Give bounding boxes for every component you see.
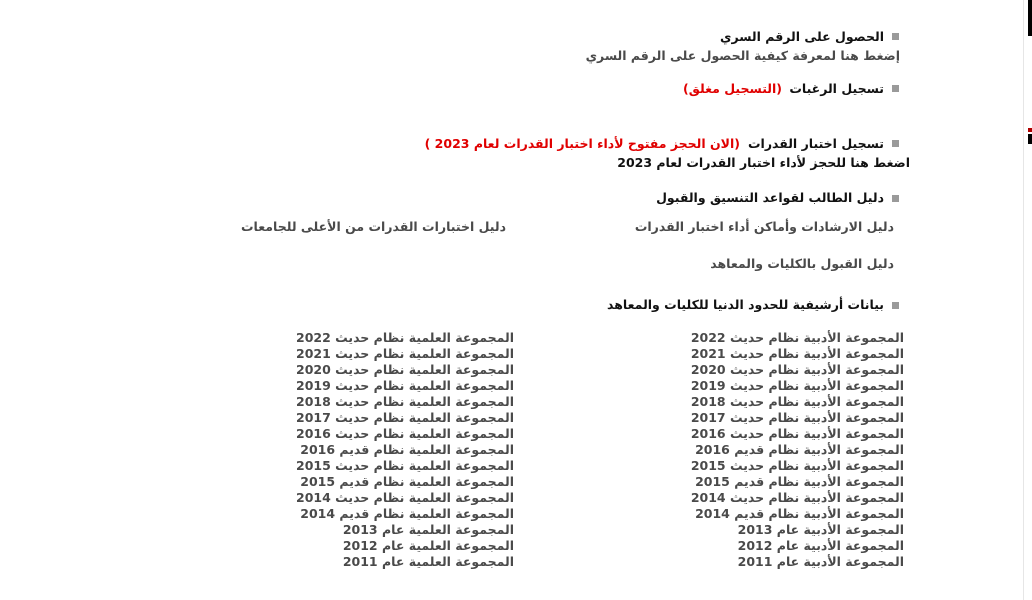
list-item[interactable]: المجموعة العلمية نظام قديم 2016 <box>300 442 514 457</box>
list-item[interactable]: المجموعة الأدبية نظام حديث 2018 <box>690 394 904 409</box>
literary-archive-list <box>691 330 904 570</box>
square-bullet-icon <box>892 33 899 40</box>
archive-section-title: بيانات أرشيفية للحدود الدنيا للكليات والمعاهد <box>607 297 884 312</box>
list-item[interactable]: المجموعة العلمية عام 2013 <box>342 522 514 537</box>
list-item[interactable]: المجموعة الأدبية نظام قديم 2016 <box>695 442 904 457</box>
list-item[interactable]: المجموعة العلمية نظام قديم 2015 <box>300 474 514 489</box>
list-item[interactable]: المجموعة العلمية نظام حديث 2018 <box>296 394 514 409</box>
list-item[interactable]: المجموعة الأدبية نظام حديث 2022 <box>690 330 904 345</box>
list-item[interactable]: المجموعة الأدبية عام 2011 <box>737 554 904 569</box>
list-item[interactable]: المجموعة الأدبية نظام حديث 2016 <box>690 426 904 441</box>
list-item[interactable]: المجموعة العلمية نظام حديث 2017 <box>296 410 514 425</box>
guide-admission-link[interactable]: دليل القبول بالكليات والمعاهد <box>710 256 894 271</box>
list-item[interactable]: المجموعة الأدبية نظام حديث 2019 <box>690 378 904 393</box>
list-item[interactable]: المجموعة الأدبية نظام قديم 2015 <box>695 474 904 489</box>
wishes-status: (التسجيل مغلق) <box>682 81 782 96</box>
list-item[interactable]: المجموعة الأدبية عام 2013 <box>737 522 904 537</box>
edge-fragment <box>1028 0 1032 36</box>
list-item[interactable]: المجموعة الأدبية نظام حديث 2015 <box>690 458 904 473</box>
edge-fragment <box>1028 134 1032 144</box>
guide-section-title: دليل الطالب لقواعد التنسيق والقبول <box>656 190 884 205</box>
square-bullet-icon <box>892 85 899 92</box>
list-item[interactable]: المجموعة العلمية عام 2011 <box>342 554 514 569</box>
list-item[interactable]: المجموعة العلمية نظام حديث 2022 <box>296 330 514 345</box>
edge-fragment <box>1028 128 1032 132</box>
list-item[interactable]: المجموعة العلمية نظام حديث 2015 <box>296 458 514 473</box>
list-item[interactable]: المجموعة الأدبية نظام حديث 2017 <box>690 410 904 425</box>
scientific-archive-list <box>296 330 514 570</box>
wishes-section-title: تسجيل الرغبات <box>789 81 884 96</box>
pin-help-link[interactable]: إضغط هنا لمعرفة كيفية الحصول على الرقم السري <box>585 48 900 63</box>
list-item[interactable]: المجموعة العلمية نظام حديث 2016 <box>296 426 514 441</box>
list-item[interactable]: المجموعة الأدبية عام 2012 <box>737 538 904 553</box>
list-item[interactable]: المجموعة الأدبية نظام حديث 2020 <box>690 362 904 377</box>
list-item[interactable]: المجموعة العلمية نظام حديث 2020 <box>296 362 514 377</box>
list-item[interactable]: المجموعة العلمية نظام حديث 2019 <box>296 378 514 393</box>
guide-instructions-link[interactable]: دليل الارشادات وأماكن أداء اختبار القدرات <box>634 219 894 234</box>
list-item[interactable]: المجموعة العلمية عام 2012 <box>342 538 514 553</box>
pin-section-title: الحصول على الرقم السري <box>719 29 884 44</box>
square-bullet-icon <box>892 140 899 147</box>
aptitude-section-title: تسجيل اختبار القدرات <box>747 136 884 151</box>
aptitude-booking-link[interactable]: اضغط هنا للحجز لأداء اختبار القدرات لعام 2023 <box>617 155 910 170</box>
page-edge-divider <box>1023 0 1024 600</box>
square-bullet-icon <box>892 302 899 309</box>
list-item[interactable]: المجموعة الأدبية نظام قديم 2014 <box>695 506 904 521</box>
square-bullet-icon <box>892 195 899 202</box>
list-item[interactable]: المجموعة الأدبية نظام حديث 2014 <box>690 490 904 505</box>
list-item[interactable]: المجموعة العلمية نظام حديث 2021 <box>296 346 514 361</box>
aptitude-status: (الان الحجز مفتوح لأداء اختبار القدرات لعام 2023 ) <box>424 136 740 151</box>
list-item[interactable]: المجموعة العلمية نظام قديم 2014 <box>300 506 514 521</box>
list-item[interactable]: المجموعة الأدبية نظام حديث 2021 <box>690 346 904 361</box>
list-item[interactable]: المجموعة العلمية نظام حديث 2014 <box>296 490 514 505</box>
guide-aptitude-tests-link[interactable]: دليل اختبارات القدرات من الأعلى للجامعات <box>240 219 506 234</box>
